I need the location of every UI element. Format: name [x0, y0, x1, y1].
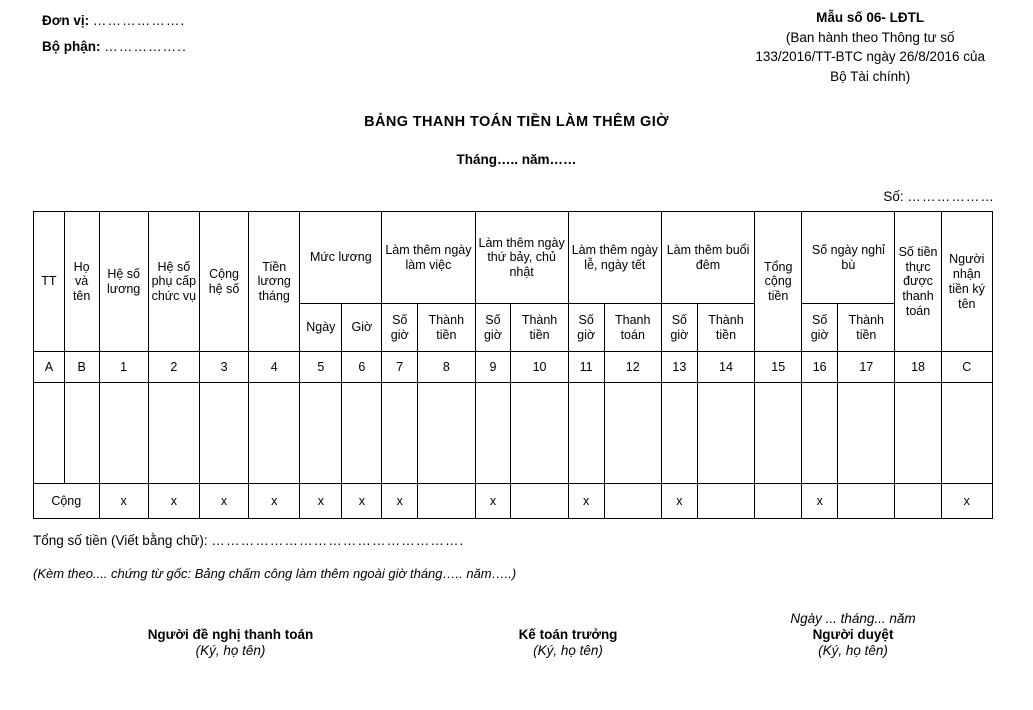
data-cell[interactable] [838, 383, 895, 484]
col-num: B [64, 352, 99, 383]
form-note-line-1: (Ban hành theo Thông tư số [785, 29, 955, 45]
total-mark: x [382, 484, 418, 519]
th-actual-paid: Số tiền thực được thanh toán [895, 212, 941, 352]
page-title: BẢNG THANH TOÁN TIỀN LÀM THÊM GIỜ [364, 114, 669, 131]
document-header [0, 0, 1033, 86]
th-salary-rate: Mức lương [300, 212, 382, 304]
unit-line [42, 8, 187, 34]
col-num: 9 [475, 352, 511, 383]
col-num: 6 [342, 352, 382, 383]
form-reference-block [755, 8, 993, 86]
serial-number-row [0, 189, 1033, 204]
department-label: Bộ phận: [42, 39, 101, 55]
th-rate-hour: Giờ [342, 304, 382, 352]
total-in-words-line [33, 533, 993, 548]
data-cell[interactable] [382, 383, 418, 484]
total-row [34, 484, 993, 519]
th-receiver-signature: Người nhận tiền ký tên [941, 212, 992, 352]
total-mark: x [475, 484, 511, 519]
total-in-words-label: Tổng số tiền (Viết bằng chữ): [33, 533, 208, 549]
th-leave-amount: Thành tiền [838, 304, 895, 352]
period-subtitle: Tháng….. năm…… [456, 152, 577, 168]
table-group-header-row [34, 212, 993, 304]
overtime-payment-table [33, 211, 993, 519]
data-cell[interactable] [941, 383, 992, 484]
col-num: 12 [604, 352, 661, 383]
col-num: 13 [661, 352, 697, 383]
th-night-hours: Số giờ [661, 304, 697, 352]
total-mark: x [99, 484, 148, 519]
department-line [42, 34, 187, 60]
th-compensatory-leave: Số ngày nghỉ bù [802, 212, 895, 304]
signature-hint-chief-accountant: (Ký, họ tên) [533, 643, 603, 659]
total-mark: x [661, 484, 697, 519]
th-total-money: Tổng cộng tiền [755, 212, 802, 352]
th-workday-amount: Thành tiền [418, 304, 475, 352]
th-overtime-night: Làm thêm buổi đêm [661, 212, 754, 304]
col-num: 2 [148, 352, 199, 383]
col-num: 14 [697, 352, 754, 383]
signature-role-chief-accountant: Kế toán trưởng [518, 627, 618, 643]
col-num: 11 [568, 352, 604, 383]
total-mark [697, 484, 754, 519]
th-position-allowance-coefficient: Hệ số phụ cấp chức vụ [148, 212, 199, 352]
col-num: 7 [382, 352, 418, 383]
col-num: 1 [99, 352, 148, 383]
data-cell[interactable] [511, 383, 568, 484]
th-holiday-amount: Thanh toán [604, 304, 661, 352]
col-num: 4 [249, 352, 300, 383]
col-num: 8 [418, 352, 475, 383]
th-weekend-amount: Thành tiền [511, 304, 568, 352]
total-mark [418, 484, 475, 519]
signature-block-requester [33, 611, 428, 658]
th-overtime-weekend: Làm thêm ngày thứ bảy, chủ nhật [475, 212, 568, 304]
th-total-coefficient: Cộng hệ số [199, 212, 248, 352]
form-note-line-2: 133/2016/TT-BTC ngày 26/8/2016 của [755, 49, 985, 65]
total-mark: x [300, 484, 342, 519]
th-tt: TT [34, 212, 65, 352]
th-weekend-hours: Số giờ [475, 304, 511, 352]
attachment-note: (Kèm theo.... chứng từ gốc: Bảng chấm công làm thêm ngoài giờ tháng….. năm…..) [33, 566, 517, 582]
total-mark [604, 484, 661, 519]
col-num: 18 [895, 352, 941, 383]
total-mark: x [249, 484, 300, 519]
total-mark: x [941, 484, 992, 519]
data-cell[interactable] [418, 383, 475, 484]
column-number-row [34, 352, 993, 383]
total-mark: x [199, 484, 248, 519]
table-row[interactable] [34, 383, 993, 484]
col-num: 15 [755, 352, 802, 383]
total-mark: x [802, 484, 838, 519]
unit-dots: ………………. [92, 13, 186, 28]
th-rate-day: Ngày [300, 304, 342, 352]
th-leave-hours: Số giờ [802, 304, 838, 352]
data-cell[interactable] [199, 383, 248, 484]
data-cell[interactable] [64, 383, 99, 484]
th-full-name: Họ và tên [64, 212, 99, 352]
data-cell[interactable] [568, 383, 604, 484]
total-row-label: Cộng [34, 484, 100, 519]
data-cell[interactable] [475, 383, 511, 484]
signature-block-approver [708, 611, 998, 658]
col-num: 5 [300, 352, 342, 383]
col-num: 17 [838, 352, 895, 383]
unit-info-block [42, 8, 187, 61]
data-cell[interactable] [755, 383, 802, 484]
th-workday-hours: Số giờ [382, 304, 418, 352]
data-cell[interactable] [802, 383, 838, 484]
data-cell[interactable] [661, 383, 697, 484]
data-cell[interactable] [697, 383, 754, 484]
serial-dots: ……………… [907, 189, 995, 205]
unit-label: Đơn vị: [42, 13, 90, 28]
document-footer [0, 533, 1033, 581]
data-cell[interactable] [99, 383, 148, 484]
signature-block-chief-accountant [428, 611, 708, 658]
form-note-line-3: Bộ Tài chính) [830, 68, 911, 84]
signature-role-approver: Người duyệt [812, 627, 894, 643]
th-holiday-hours: Số giờ [568, 304, 604, 352]
col-num: 16 [802, 352, 838, 383]
total-mark [895, 484, 941, 519]
signature-hint-approver: (Ký, họ tên) [818, 643, 888, 659]
data-cell[interactable] [34, 383, 65, 484]
data-cell[interactable] [604, 383, 661, 484]
total-mark: x [568, 484, 604, 519]
total-mark: x [148, 484, 199, 519]
serial-label: Số: [883, 189, 904, 205]
th-overtime-workday: Làm thêm ngày làm việc [382, 212, 475, 304]
data-cell[interactable] [249, 383, 300, 484]
data-cell[interactable] [300, 383, 342, 484]
form-code: Mẫu số 06- LĐTL [816, 10, 925, 25]
col-num: C [941, 352, 992, 383]
th-overtime-holiday: Làm thêm ngày lễ, ngày tết [568, 212, 661, 304]
total-mark: x [342, 484, 382, 519]
data-cell[interactable] [895, 383, 941, 484]
total-mark [755, 484, 802, 519]
total-mark [511, 484, 568, 519]
th-monthly-salary: Tiền lương tháng [249, 212, 300, 352]
department-dots: …………….. [104, 39, 187, 55]
total-in-words-dots: ……………………………………………. [211, 533, 465, 549]
signature-date-line: Ngày ... tháng... năm [790, 611, 916, 627]
total-mark [838, 484, 895, 519]
col-num: 10 [511, 352, 568, 383]
data-cell[interactable] [148, 383, 199, 484]
signature-role-requester: Người đề nghị thanh toán [147, 627, 314, 643]
th-night-amount: Thành tiền [697, 304, 754, 352]
signature-area [0, 611, 1033, 658]
data-cell[interactable] [342, 383, 382, 484]
col-num: A [34, 352, 65, 383]
overtime-table-container [0, 211, 1033, 519]
col-num: 3 [199, 352, 248, 383]
signature-hint-requester: (Ký, họ tên) [195, 643, 266, 659]
th-salary-coefficient: Hệ số lương [99, 212, 148, 352]
